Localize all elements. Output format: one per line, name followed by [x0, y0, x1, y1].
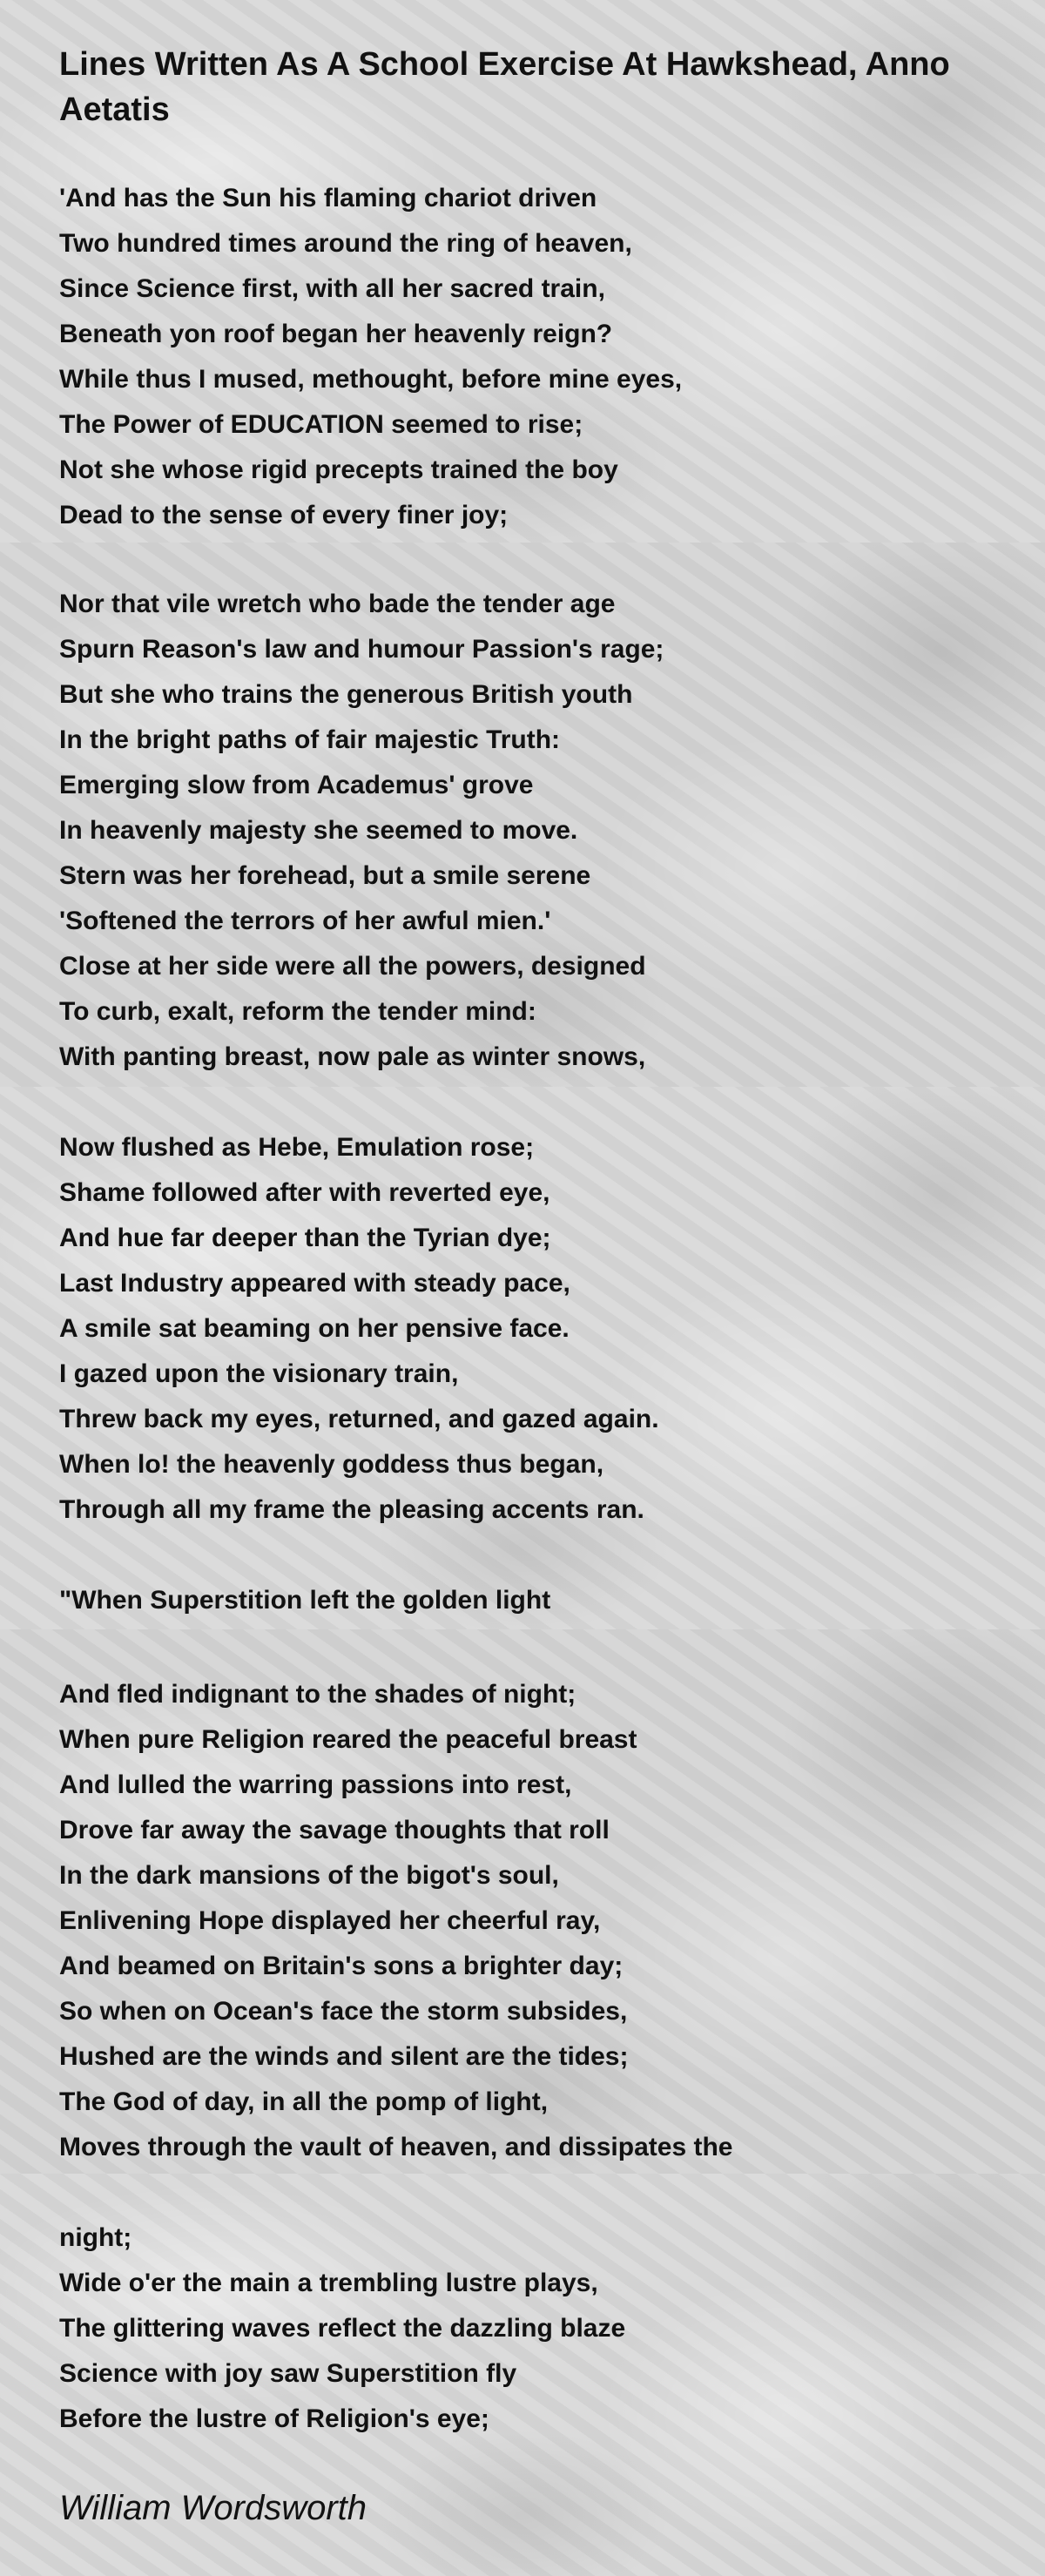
poem-line: And beamed on Britain's sons a brighter day;	[59, 1952, 624, 1980]
poem-line: Through all my frame the pleasing accents ran.	[59, 1495, 644, 1524]
poem-line: Before the lustre of Religion's eye;	[59, 2404, 489, 2433]
poem-author: William Wordsworth	[59, 2489, 367, 2527]
poem-line: And lulled the warring passions into rest,	[59, 1770, 572, 1799]
stanza-5	[59, 1672, 1017, 2170]
poem-line: To curb, exalt, reform the tender mind:	[59, 997, 536, 1026]
poem-line: Close at her side were all the powers, designed	[59, 952, 646, 981]
poem-line: Spurn Reason's law and humour Passion's rage;	[59, 635, 664, 664]
poem-line: And fled indignant to the shades of night;	[59, 1680, 576, 1709]
poem-line: Threw back my eyes, returned, and gazed again.	[59, 1405, 659, 1433]
poem-line: Shame followed after with reverted eye,	[59, 1178, 550, 1207]
poem-line: With panting breast, now pale as winter snows,	[59, 1042, 646, 1071]
poem-title: Lines Written As A School Exercise At Hawkshead, Anno Aetatis	[59, 46, 950, 128]
poem-line: 'And has the Sun his flaming chariot driven	[59, 184, 597, 212]
poem-line: The God of day, in all the pomp of light,	[59, 2087, 549, 2116]
poem-line: Now flushed as Hebe, Emulation rose;	[59, 1133, 535, 1162]
poem-line: Last Industry appeared with steady pace,	[59, 1269, 570, 1298]
poem-line: Drove far away the savage thoughts that roll	[59, 1816, 610, 1844]
stanza-6	[59, 2215, 1017, 2442]
poem-line: In the bright paths of fair majestic Truth:	[59, 725, 561, 754]
poem-line: And hue far deeper than the Tyrian dye;	[59, 1224, 551, 1252]
poem-line: Enlivening Hope displayed her cheerful ray,	[59, 1906, 601, 1935]
stanza-3	[59, 1125, 1017, 1533]
stanza-4	[59, 1578, 1017, 1623]
poem-line: When lo! the heavenly goddess thus began,	[59, 1450, 604, 1479]
poem-line: 'Softened the terrors of her awful mien.'	[59, 907, 551, 935]
poem-line: Hushed are the winds and silent are the tides;	[59, 2042, 629, 2071]
poem-line: Science with joy saw Superstition fly	[59, 2359, 517, 2388]
poem-line: Not she whose rigid precepts trained the boy	[59, 455, 618, 484]
poem-line: When pure Religion reared the peaceful breast	[59, 1725, 637, 1754]
poem-line: In the dark mansions of the bigot's soul,	[59, 1861, 559, 1890]
poem-line: The glittering waves reflect the dazzling blaze	[59, 2314, 626, 2343]
poem-line: In heavenly majesty she seemed to move.	[59, 816, 578, 845]
stanza-1	[59, 176, 1017, 538]
poem-line: So when on Ocean's face the storm subsides,	[59, 1997, 628, 2026]
poem-line: I gazed upon the visionary train,	[59, 1359, 459, 1388]
poem-line: A smile sat beaming on her pensive face.	[59, 1314, 570, 1343]
poem-line: Two hundred times around the ring of heaven,	[59, 229, 632, 258]
poem-line: Emerging slow from Academus' grove	[59, 771, 534, 799]
poem-line: Nor that vile wretch who bade the tender age	[59, 590, 616, 618]
poem-line: While thus I mused, methought, before mine eyes,	[59, 365, 683, 394]
poem-line: Beneath yon roof began her heavenly reign?	[59, 320, 613, 348]
poem-line: The Power of EDUCATION seemed to rise;	[59, 410, 583, 439]
poem-line: "When Superstition left the golden light	[59, 1586, 551, 1615]
poem-line: Since Science first, with all her sacred train,	[59, 274, 605, 303]
poem-line: night;	[59, 2223, 132, 2252]
poem-line: Wide o'er the main a trembling lustre plays,	[59, 2269, 598, 2297]
poem-line: Moves through the vault of heaven, and dissipates the	[59, 2133, 733, 2161]
poem-line: But she who trains the generous British youth	[59, 680, 633, 709]
stanza-2	[59, 582, 1017, 1080]
poem-line: Dead to the sense of every finer joy;	[59, 501, 509, 529]
poem-line: Stern was her forehead, but a smile serene	[59, 861, 591, 890]
